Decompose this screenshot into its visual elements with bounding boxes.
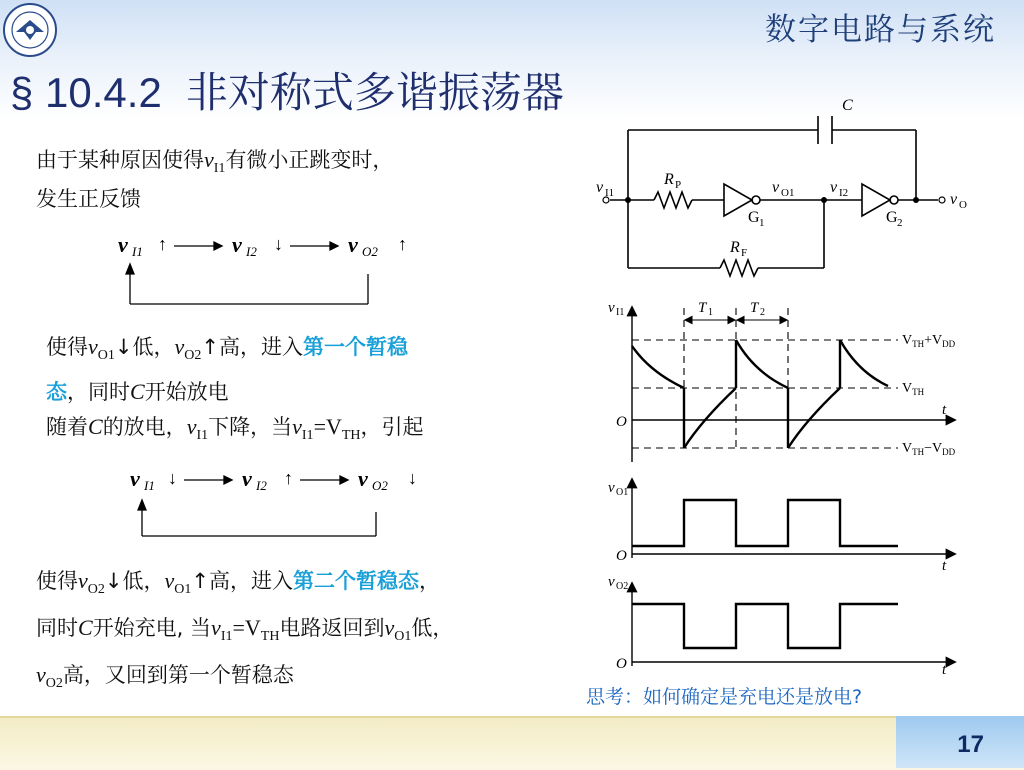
vi2-sub: I2 bbox=[839, 187, 849, 199]
p2-highlight-b: 态 bbox=[46, 380, 67, 405]
p4-l2-b: 开始充电, 当 bbox=[92, 616, 212, 641]
p4-l2-d: 电路返回到 bbox=[279, 616, 385, 641]
p3-var-1: v bbox=[186, 414, 197, 439]
p2-sub-2: O2 bbox=[184, 348, 202, 364]
level-top-label: $V_{TH}+V_{DD}$ bbox=[902, 333, 956, 349]
p2-cap: C bbox=[130, 379, 145, 405]
section-title-text: 非对称式多谐振荡器 bbox=[185, 68, 564, 117]
seq1-item-1-var: v bbox=[118, 232, 128, 257]
course-title: 数字电路与系统 bbox=[765, 12, 996, 48]
p3-text-e: ，引起 bbox=[360, 415, 424, 439]
p4-l1-var1: v bbox=[78, 568, 88, 593]
p4-l2-sub2: TH bbox=[260, 629, 280, 645]
p3-var-2: v bbox=[292, 414, 302, 439]
paragraph-3 bbox=[46, 412, 424, 451]
oscillator-waveforms bbox=[598, 290, 998, 680]
seq2-item-2-var: v bbox=[242, 466, 252, 491]
p4-l3-var: v bbox=[36, 662, 46, 688]
rp-sub: P bbox=[675, 179, 682, 191]
p3-sub-2: I1 bbox=[301, 428, 314, 444]
feedback-sequence-1 bbox=[110, 222, 430, 312]
g2-sub: 2 bbox=[897, 217, 903, 229]
rf-sub: F bbox=[741, 247, 748, 259]
paragraph-1 bbox=[36, 145, 393, 214]
p3-text-a: 随着 bbox=[46, 415, 88, 439]
vo1-axis-sub: O1 bbox=[616, 487, 629, 498]
section-title bbox=[10, 60, 564, 120]
p4-l2-e: 低， bbox=[411, 616, 454, 641]
level-th-label: $V_{TH}$ bbox=[902, 381, 925, 397]
origin-label-1: O bbox=[616, 414, 627, 430]
paragraph-4 bbox=[36, 562, 453, 704]
vo2-axis-label: v bbox=[608, 574, 615, 590]
p2-text-2: ↑高，进入 bbox=[201, 335, 303, 359]
section-number: § 10.4.2 bbox=[10, 69, 162, 116]
oscillator-circuit bbox=[590, 92, 990, 292]
p4-l2-sub1: I1 bbox=[220, 629, 233, 645]
p1-text-a: 由于某种原因使得 bbox=[36, 148, 204, 172]
g1-label: G bbox=[748, 209, 760, 226]
p4-l2-c: =V bbox=[232, 615, 261, 641]
footer-band bbox=[0, 716, 1024, 770]
p4-l1-end: ， bbox=[419, 569, 440, 593]
t-axis-label-3: t bbox=[942, 662, 947, 678]
seq1-item-3-var: v bbox=[348, 232, 358, 257]
p1-var: v bbox=[204, 147, 214, 172]
seq2-item-1-sub: I1 bbox=[144, 478, 155, 493]
p4-l1-sub1: O2 bbox=[87, 582, 105, 598]
t2-label: T bbox=[750, 300, 759, 316]
p1-text-b: 有微小正跳变时， bbox=[225, 148, 394, 172]
g2-label: G bbox=[886, 209, 898, 226]
t-axis-label-1: t bbox=[942, 402, 947, 418]
p2-text-1: ↓低， bbox=[114, 335, 175, 359]
p4-l1-var2: v bbox=[164, 568, 175, 593]
p3-cap: C bbox=[88, 414, 103, 439]
p2-text-a: 使得 bbox=[46, 335, 88, 359]
university-logo bbox=[2, 2, 58, 58]
vo-sub: O bbox=[959, 199, 967, 211]
seq2-item-3-sub: O2 bbox=[372, 478, 388, 493]
think-question: 思考：如何确定是充电还是放电? bbox=[586, 686, 863, 708]
rf-label: R bbox=[730, 239, 740, 256]
p2-rest: ，同时 bbox=[67, 380, 130, 405]
seq1-item-2-sub: I2 bbox=[246, 244, 257, 259]
p4-l2-sub3: O1 bbox=[394, 629, 412, 645]
rp-label: R bbox=[664, 171, 674, 188]
seq2-item-1-var: v bbox=[130, 466, 140, 491]
p1-sub: I1 bbox=[213, 161, 226, 177]
p3-text-b: 的放电， bbox=[102, 415, 187, 439]
p4-l1-t2: ↑高，进入 bbox=[191, 569, 293, 593]
origin-label-2: O bbox=[616, 548, 627, 564]
seq1-item-2-arrow: ↓ bbox=[274, 234, 283, 254]
page-number: 17 bbox=[957, 731, 984, 758]
vi1-sub: I1 bbox=[605, 187, 615, 199]
seq1-item-2-var: v bbox=[232, 232, 242, 257]
vo1-axis-label: v bbox=[608, 480, 615, 496]
level-bottom-label: $V_{TH}-V_{DD}$ bbox=[902, 441, 956, 457]
p1-line2: 发生正反馈 bbox=[36, 187, 141, 212]
seq1-item-1-sub: I1 bbox=[132, 244, 143, 259]
p2-rest2: 开始放电 bbox=[144, 380, 229, 405]
seq2-item-3-arrow: ↓ bbox=[408, 468, 417, 488]
t1-label: T bbox=[698, 300, 707, 316]
p4-l1-sub2: O1 bbox=[174, 582, 192, 598]
seq2-item-2-sub: I2 bbox=[256, 478, 267, 493]
p4-l2-var2: v bbox=[384, 615, 395, 641]
seq1-item-3-sub: O2 bbox=[362, 244, 378, 259]
p3-text-d: =V bbox=[313, 414, 342, 439]
vo1-label: v bbox=[772, 179, 780, 196]
feedback-sequence-2 bbox=[124, 456, 444, 546]
p3-sub-1: I1 bbox=[196, 428, 209, 444]
cap-label: C bbox=[842, 97, 853, 114]
g1-sub: 1 bbox=[759, 217, 765, 229]
p4-l1-highlight: 第二个暂稳态 bbox=[293, 569, 419, 593]
p3-sub-3: TH bbox=[341, 428, 361, 444]
p2-var-2: v bbox=[174, 334, 185, 359]
p4-l2-var1: v bbox=[211, 615, 221, 641]
vi1-label: v bbox=[596, 179, 604, 196]
t-axis-label-2: t bbox=[942, 558, 947, 574]
p3-text-c: 下降，当 bbox=[208, 415, 293, 439]
seq1-item-1-arrow: ↑ bbox=[158, 234, 167, 254]
seq2-item-1-arrow: ↓ bbox=[168, 468, 177, 488]
t1-sub: 1 bbox=[708, 307, 713, 318]
seq2-item-2-arrow: ↑ bbox=[284, 468, 293, 488]
p4-l1-a: 使得 bbox=[36, 569, 78, 593]
vi1-axis-sub: I1 bbox=[616, 307, 625, 318]
vi1-axis-label: v bbox=[608, 300, 615, 316]
p4-l3-sub: O2 bbox=[45, 676, 63, 692]
p4-l3-a: 高，又回到第一个暂稳态 bbox=[62, 663, 294, 688]
paragraph-2 bbox=[46, 329, 408, 410]
p2-sub-1: O1 bbox=[97, 348, 115, 364]
seq1-item-3-arrow: ↑ bbox=[398, 234, 407, 254]
vi2-label: v bbox=[830, 179, 838, 196]
t2-sub: 2 bbox=[760, 307, 765, 318]
vo2-axis-sub: O2 bbox=[616, 581, 629, 592]
p2-highlight-a: 第一个暂稳 bbox=[303, 335, 408, 359]
p2-var-1: v bbox=[88, 334, 98, 359]
p4-l1-t1: ↓低， bbox=[104, 569, 165, 593]
seq2-item-3-var: v bbox=[358, 466, 368, 491]
p4-l2-a: 同时 bbox=[36, 616, 78, 641]
vo1-sub: O1 bbox=[781, 187, 795, 199]
origin-label-3: O bbox=[616, 656, 627, 672]
p4-l2-cap: C bbox=[78, 615, 93, 641]
vo-label: v bbox=[950, 191, 958, 208]
